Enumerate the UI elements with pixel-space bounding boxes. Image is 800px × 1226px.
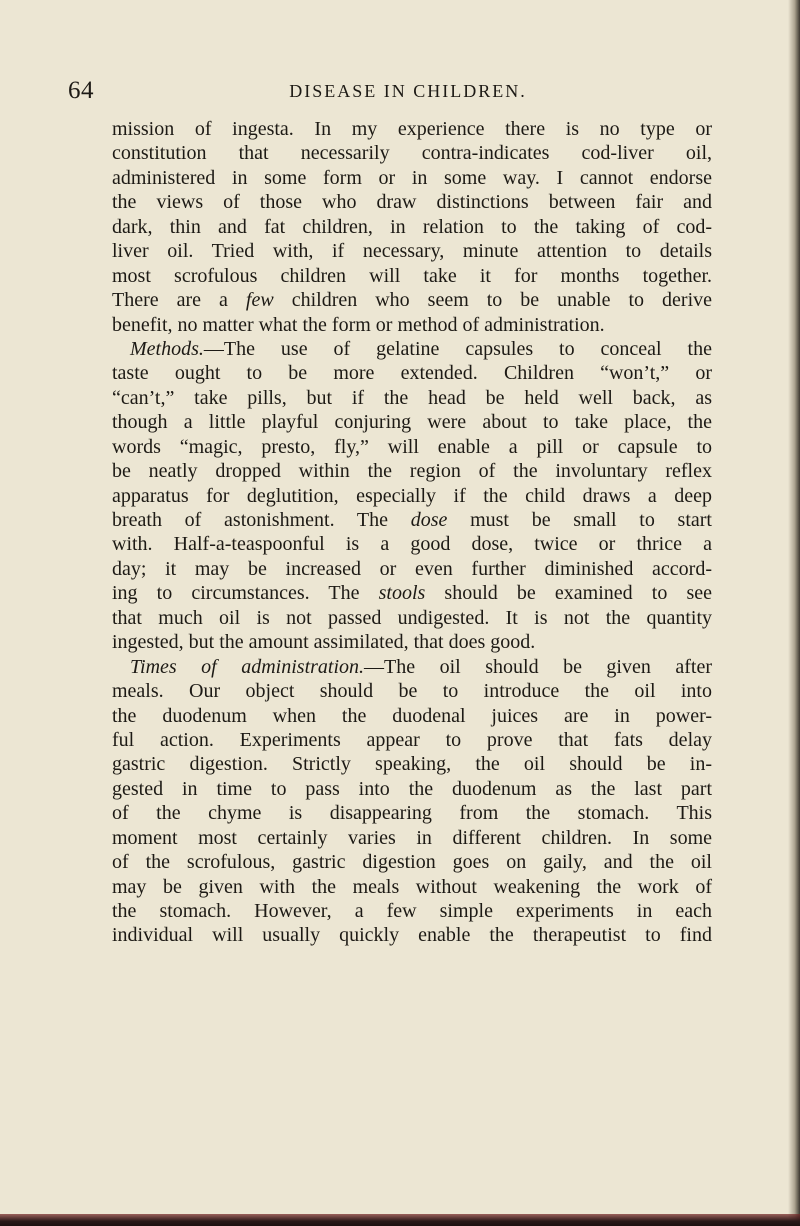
text-line: taste ought to be more extended. Children “won’t,” or	[112, 362, 712, 385]
text-line: gested in time to pass into the duodenum as the last part	[112, 777, 712, 800]
page-header	[68, 76, 718, 106]
running-head: DISEASE IN CHILDREN.	[289, 81, 527, 101]
text-line: gastric digestion. Strictly speaking, the oil should be in-	[112, 753, 712, 776]
text-line: liver oil. Tried with, if necessary, minute attention to details	[112, 240, 712, 263]
emphasis-few: few	[245, 289, 274, 312]
text-line: ing to circumstances. The stools should be examined to see	[112, 582, 712, 605]
text-line: though a little playful conjuring were about to take place, the	[112, 411, 712, 434]
text-line: apparatus for deglutition, especially if the child draws a deep	[112, 484, 712, 507]
text-line: with. Half-a-teaspoonful is a good dose, twice or thrice a	[112, 533, 712, 556]
text-line: of the chyme is disappearing from the stomach. This	[112, 802, 712, 825]
text-line: There are a few children who seem to be unable to derive	[112, 289, 713, 312]
text-line: of the scrofulous, gastric digestion goes on gaily, and the oil	[112, 851, 712, 874]
section-heading-times: Times of administration.	[130, 655, 365, 678]
text-line: dark, thin and fat children, in relation to the taking of cod-	[112, 215, 712, 238]
emphasis-stools: stools	[378, 582, 426, 605]
text-line: the duodenum when the duodenal juices are in power-	[112, 704, 712, 727]
body-text	[112, 117, 712, 948]
text-line: “can’t,” take pills, but if the head be held well back, as	[112, 386, 712, 409]
text-line: may be given with the meals without weakening the work of	[112, 875, 712, 898]
bottom-edge	[0, 1214, 800, 1226]
text-line: Methods.—The use of gelatine capsules to conceal the	[130, 337, 712, 360]
text-line: mission of ingesta. In my experience there is no type or	[112, 118, 712, 140]
text-line: benefit, no matter what the form or method of administration.	[112, 313, 605, 336]
text-line: moment most certainly varies in different children. In some	[112, 826, 712, 849]
page-edge-shadow	[788, 0, 800, 1226]
text-line: the stomach. However, a few simple experiments in each	[112, 900, 712, 922]
text-line: most scrofulous children will take it for months together.	[112, 264, 712, 287]
text-line: Times of administration.—The oil should be given after	[130, 655, 712, 678]
text-line: ingested, but the amount assimilated, that does good.	[112, 631, 536, 654]
text-line: day; it may be increased or even further diminished accord-	[112, 557, 712, 580]
text-line: individual will usually quickly enable the therapeutist to find	[112, 924, 712, 947]
section-heading-methods: Methods.	[130, 337, 204, 360]
text-line: ful action. Experiments appear to prove that fats delay	[112, 728, 712, 751]
text-line: the views of those who draw distinctions between fair and	[112, 191, 712, 214]
text-line: constitution that necessarily contra-indicates cod-liver oil,	[112, 142, 712, 165]
emphasis-dose: dose	[410, 509, 448, 531]
text-line: meals. Our object should be to introduce the oil into	[112, 680, 712, 703]
text-line: administered in some form or in some way. I cannot endorse	[112, 166, 712, 189]
text-line: that much oil is not passed undigested. It is not the quantity	[112, 606, 712, 629]
text-line: breath of astonishment. The dose must be small to start	[112, 509, 712, 531]
page-number: 64	[68, 77, 94, 104]
text-line: words “magic, presto, fly,” will enable a pill or capsule to	[112, 435, 712, 458]
text-line: be neatly dropped within the region of the involuntary reflex	[112, 460, 712, 483]
